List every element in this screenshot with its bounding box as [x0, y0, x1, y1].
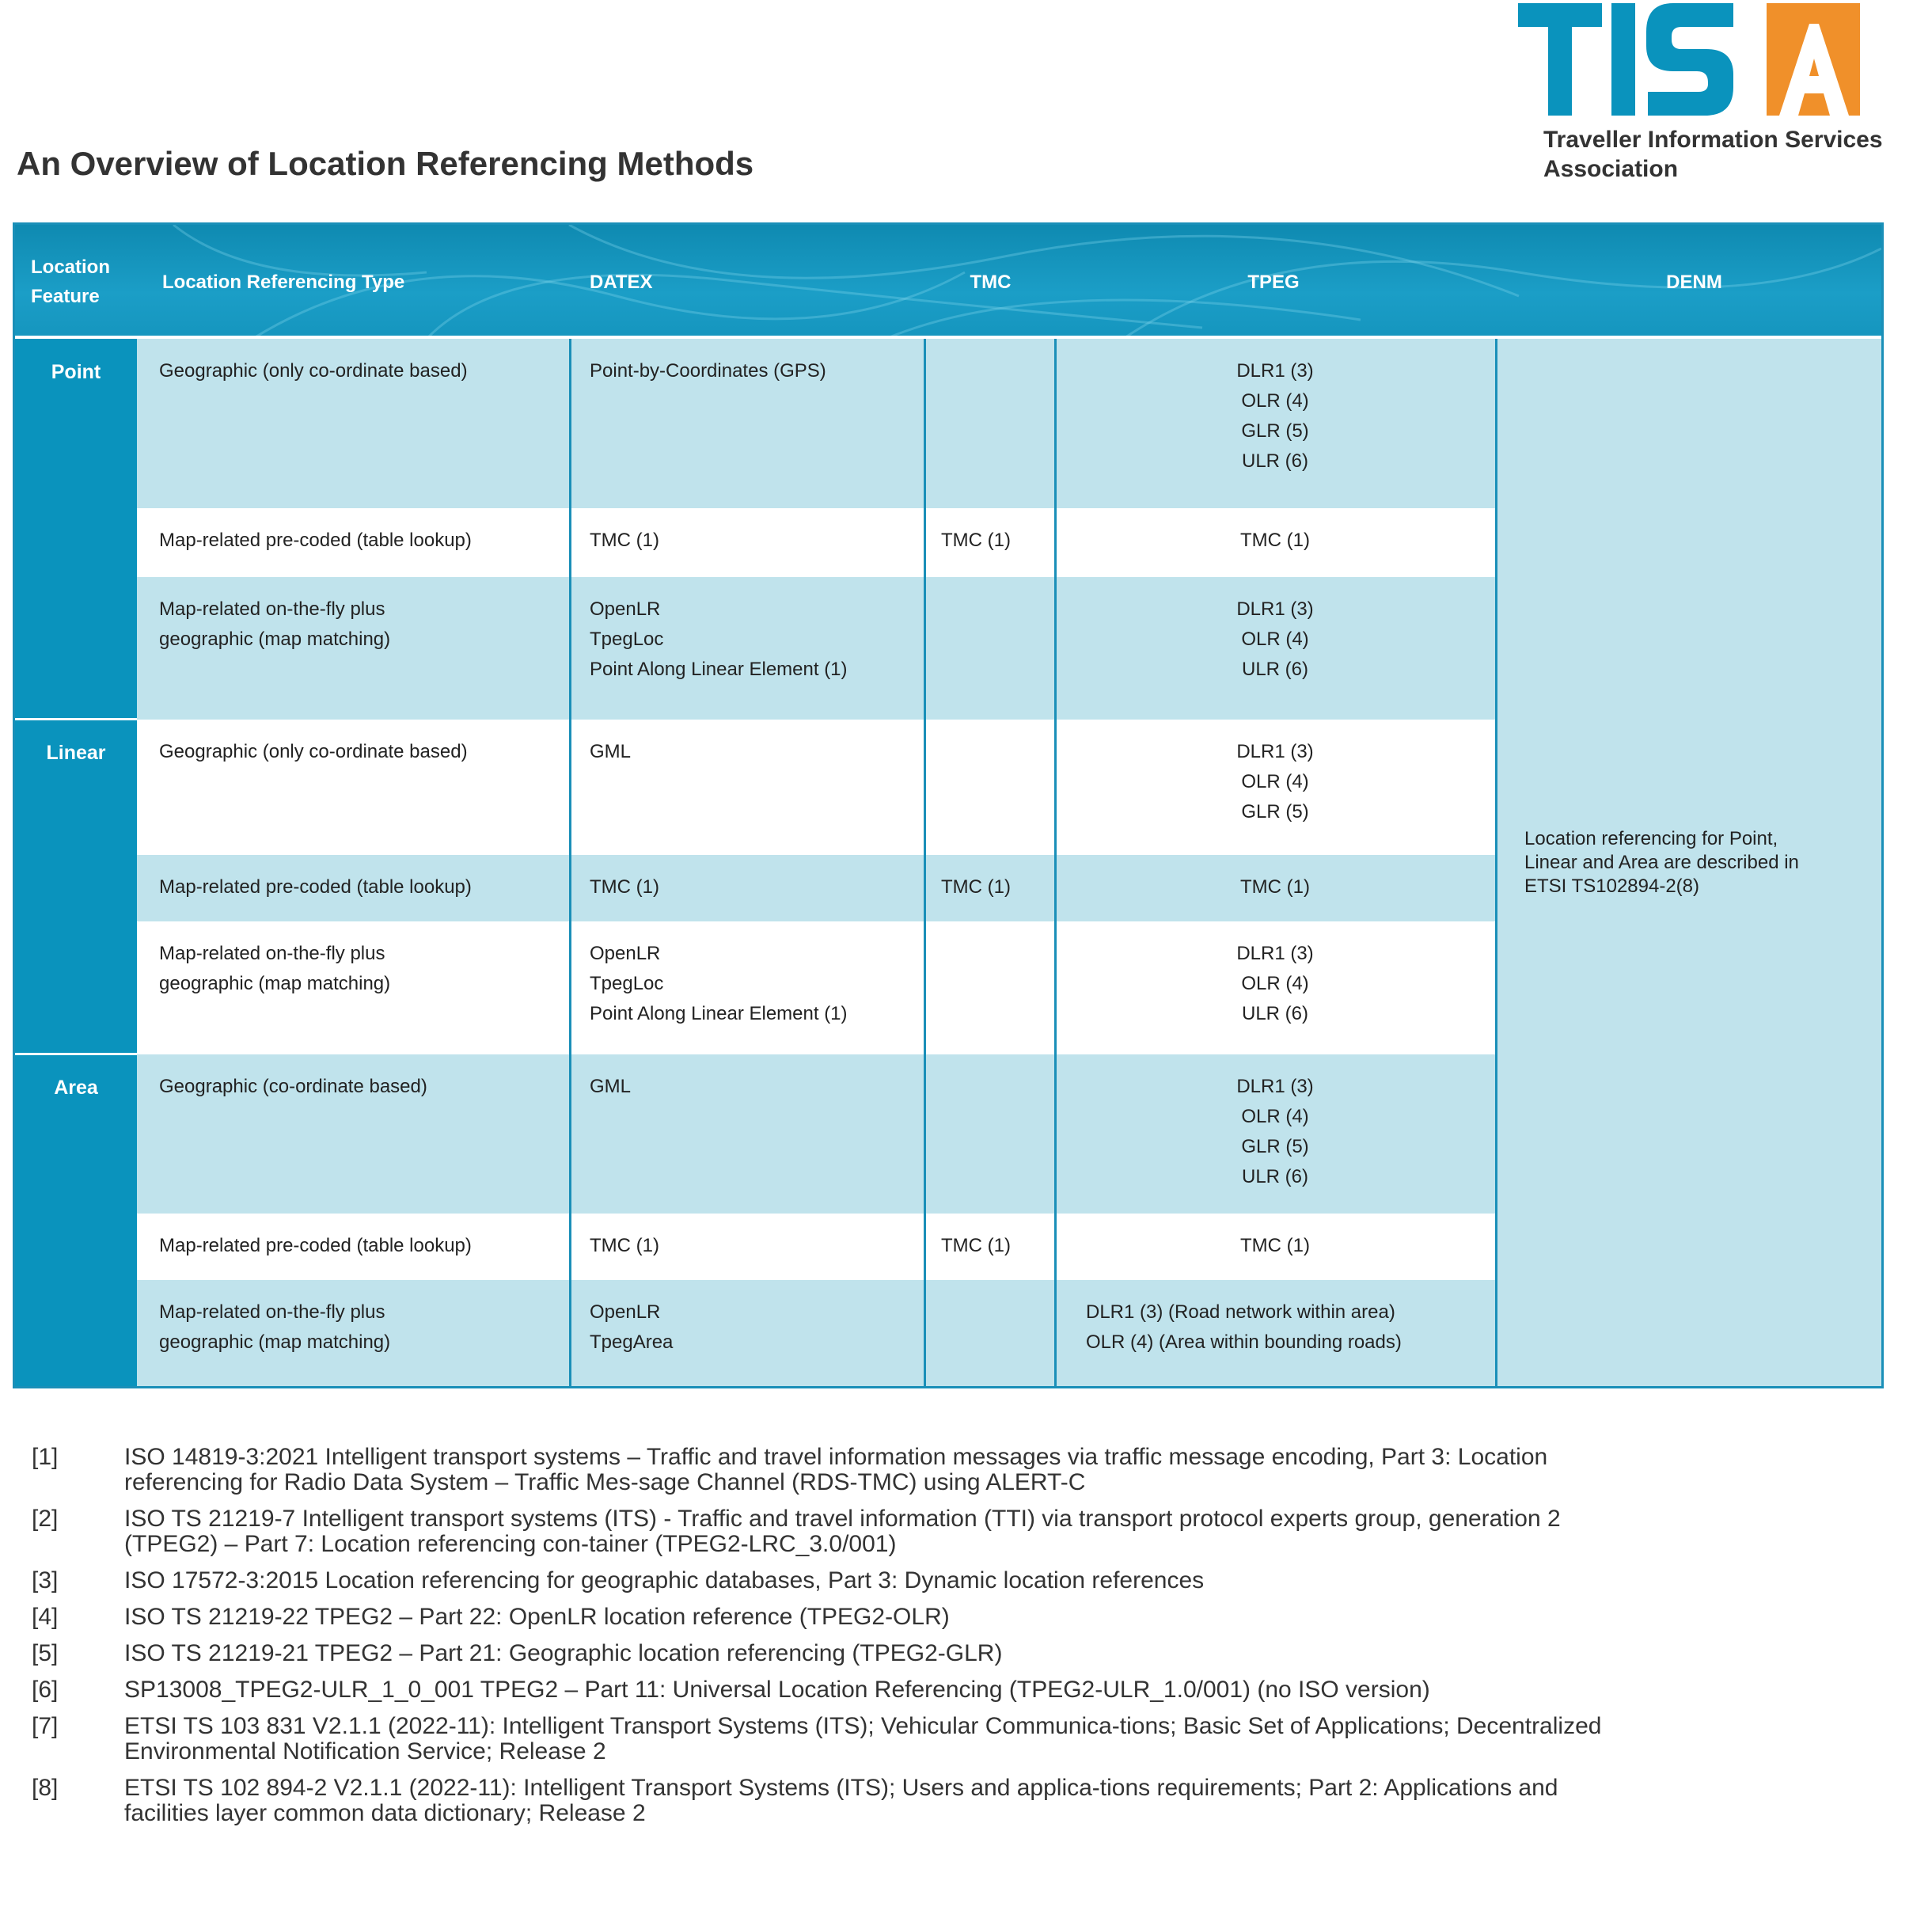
type-cell: [159, 1297, 571, 1358]
reference-text-line: ETSI TS 102 894-2 V2.1.1 (2022-11): Intelligent Transport Systems (ITS); Users and applica-tions requirements; Part 2: Applications and: [124, 1775, 1558, 1801]
tpeg-cell-line: DLR1 (3): [1236, 741, 1314, 762]
type-cell-line: geographic (map matching): [159, 1331, 391, 1353]
header-location-feature-line2: Feature: [31, 286, 100, 307]
tpeg-cell-line: DLR1 (3): [1236, 360, 1314, 382]
type-cell-line: Map-related on-the-fly plus: [159, 1301, 385, 1323]
column-divider: [1054, 339, 1057, 1386]
tpeg-cell-line: TMC (1): [1240, 530, 1310, 551]
reference-text: [124, 1445, 1755, 1495]
column-divider: [924, 339, 926, 1386]
tmc-cell: [941, 872, 1060, 902]
logo-subtitle-line2: Association: [1543, 156, 1679, 182]
reference-item: [32, 1677, 1773, 1703]
datex-cell: [590, 1297, 922, 1358]
tpeg-cell: [1058, 594, 1492, 685]
datex-cell: [590, 1072, 922, 1102]
tpeg-cell-line: OLR (4): [1241, 629, 1309, 650]
header-tpeg: TPEG: [1247, 271, 1300, 293]
tmc-cell: [941, 526, 1060, 556]
tpeg-cell: [1058, 1072, 1492, 1192]
datex-cell: [590, 939, 922, 1029]
tpeg-cell: [1058, 939, 1492, 1029]
tmc-cell-line: TMC (1): [941, 876, 1011, 898]
reference-text: [124, 1605, 1755, 1630]
type-cell: [159, 356, 571, 386]
tmc-cell-line: TMC (1): [941, 530, 1011, 551]
tpeg-cell-line: GLR (5): [1241, 801, 1309, 822]
header-datex: DATEX: [590, 271, 653, 293]
denm-line: ETSI TS102894-2(8): [1524, 875, 1700, 897]
tisa-logo-mark: [1518, 0, 1866, 119]
reference-number: [8]: [32, 1775, 59, 1801]
denm-line: Linear and Area are described in: [1524, 851, 1799, 873]
tpeg-cell: [1086, 1297, 1492, 1358]
reference-number: [6]: [32, 1677, 59, 1703]
datex-cell-line: OpenLR: [590, 1301, 661, 1323]
feature-point: Point: [15, 339, 137, 720]
header-type: Location Referencing Type: [162, 271, 405, 293]
datex-cell-line: Point-by-Coordinates (GPS): [590, 360, 826, 382]
tpeg-cell: [1058, 872, 1492, 902]
tpeg-cell-line: DLR1 (3): [1236, 943, 1314, 964]
type-cell-line: Geographic (co-ordinate based): [159, 1076, 427, 1097]
reference-text: [124, 1568, 1755, 1593]
reference-number: [4]: [32, 1604, 59, 1630]
logo-subtitle: [1543, 125, 1892, 184]
feature-area: Area: [15, 1054, 137, 1386]
datex-cell-line: TpegLoc: [590, 629, 664, 650]
tpeg-cell-line: GLR (5): [1241, 420, 1309, 442]
type-cell-line: Map-related pre-coded (table lookup): [159, 530, 472, 551]
logo-letter-i: [1611, 3, 1635, 116]
location-referencing-table: [13, 222, 1884, 1388]
reference-text-line: (TPEG2) – Part 7: Location referencing con-tainer (TPEG2-LRC_3.0/001): [124, 1531, 897, 1557]
references-list: [32, 1445, 1773, 1837]
type-cell-line: Geographic (only co-ordinate based): [159, 741, 468, 762]
reference-text-line: SP13008_TPEG2-ULR_1_0_001 TPEG2 – Part 11: Universal Location Referencing (TPEG2-ULR_1.0/001) (no ISO version): [124, 1677, 1430, 1703]
datex-cell-line: Point Along Linear Element (1): [590, 1003, 848, 1024]
tpeg-cell: [1058, 356, 1492, 477]
type-cell: [159, 526, 571, 556]
denm-description: [1507, 827, 1799, 898]
type-cell: [159, 939, 571, 999]
datex-cell-line: TMC (1): [590, 1235, 659, 1256]
tpeg-cell-line: DLR1 (3): [1236, 1076, 1314, 1097]
datex-cell: [590, 356, 922, 386]
type-cell: [159, 1072, 571, 1102]
tmc-cell-line: TMC (1): [941, 1235, 1011, 1256]
reference-item: [32, 1605, 1773, 1630]
reference-text: [124, 1776, 1755, 1826]
tisa-logo: [1518, 0, 1882, 190]
datex-cell: [590, 1231, 922, 1261]
reference-text-line: ISO TS 21219-21 TPEG2 – Part 21: Geographic location referencing (TPEG2-GLR): [124, 1640, 1003, 1666]
reference-number: [1]: [32, 1444, 59, 1470]
type-cell: [159, 1231, 571, 1261]
tpeg-cell-line: OLR (4): [1241, 771, 1309, 792]
type-cell-line: geographic (map matching): [159, 973, 391, 994]
logo-letter-s: [1646, 3, 1733, 116]
header-location-feature: [31, 225, 142, 339]
datex-cell-line: GML: [590, 1076, 632, 1097]
reference-text-line: ISO TS 21219-7 Intelligent transport systems (ITS) - Traffic and travel information (TTI) via transport protocol experts group, generation 2: [124, 1506, 1561, 1532]
datex-cell: [590, 526, 922, 556]
datex-cell-line: TMC (1): [590, 530, 659, 551]
reference-item: [32, 1445, 1773, 1495]
datex-cell-line: TpegLoc: [590, 973, 664, 994]
reference-item: [32, 1714, 1773, 1764]
reference-text-line: ISO TS 21219-22 TPEG2 – Part 22: OpenLR location reference (TPEG2-OLR): [124, 1604, 950, 1630]
logo-letter-t-stem: [1548, 3, 1572, 116]
feature-linear: Linear: [15, 720, 137, 1054]
tpeg-cell-line: GLR (5): [1241, 1136, 1309, 1157]
reference-text-line: ISO 17572-3:2015 Location referencing for geographic databases, Part 3: Dynamic location references: [124, 1567, 1205, 1593]
tpeg-cell-line: OLR (4): [1241, 973, 1309, 994]
type-cell: [159, 737, 571, 767]
tpeg-cell-line: DLR1 (3): [1236, 598, 1314, 620]
tmc-cell: [941, 1231, 1060, 1261]
type-cell-line: Map-related on-the-fly plus: [159, 943, 385, 964]
reference-text-line: referencing for Radio Data System – Traffic Mes-sage Channel (RDS-TMC) using ALERT-C: [124, 1469, 1086, 1495]
tpeg-cell-line: OLR (4): [1241, 1106, 1309, 1127]
reference-text-line: ETSI TS 103 831 V2.1.1 (2022-11): Intelligent Transport Systems (ITS); Vehicular Communica-tions; Basic Set of Applications; Decentralized: [124, 1713, 1602, 1739]
reference-text: [124, 1677, 1755, 1703]
type-cell: [159, 594, 571, 655]
tpeg-cell-line: TMC (1): [1240, 876, 1310, 898]
column-divider: [569, 339, 571, 1386]
datex-cell-line: TMC (1): [590, 876, 659, 898]
column-divider: [1495, 339, 1497, 1386]
tpeg-cell-line: ULR (6): [1241, 1003, 1308, 1024]
tpeg-cell-line: ULR (6): [1241, 659, 1308, 680]
reference-text-line: Environmental Notification Service; Release 2: [124, 1738, 606, 1764]
page-title: An Overview of Location Referencing Methods: [17, 145, 754, 182]
reference-number: [5]: [32, 1640, 59, 1666]
datex-cell: [590, 872, 922, 902]
type-cell-line: Geographic (only co-ordinate based): [159, 360, 468, 382]
header-denm: DENM: [1666, 271, 1722, 293]
tpeg-cell-line: OLR (4): [1241, 390, 1309, 412]
type-cell-line: Map-related pre-coded (table lookup): [159, 876, 472, 898]
reference-text-line: ISO 14819-3:2021 Intelligent transport systems – Traffic and travel information messages via traffic message encoding, Part 3: Location: [124, 1444, 1548, 1470]
type-cell-line: geographic (map matching): [159, 629, 391, 650]
reference-text: [124, 1641, 1755, 1666]
denm-cell: [1507, 339, 1881, 1386]
table-header: [15, 225, 1881, 339]
type-cell: [159, 872, 571, 902]
tpeg-cell-line: DLR1 (3) (Road network within area): [1086, 1301, 1395, 1323]
datex-cell-line: TpegArea: [590, 1331, 674, 1353]
tpeg-cell: [1058, 526, 1492, 556]
logo-subtitle-line1: Traveller Information Services: [1543, 127, 1883, 153]
reference-number: [2]: [32, 1506, 59, 1532]
datex-cell: [590, 737, 922, 767]
header-tmc: TMC: [970, 271, 1012, 293]
header-location-feature-line1: Location: [31, 256, 110, 278]
datex-cell-line: OpenLR: [590, 943, 661, 964]
datex-cell: [590, 594, 922, 685]
tpeg-cell-line: ULR (6): [1241, 450, 1308, 472]
datex-cell-line: Point Along Linear Element (1): [590, 659, 848, 680]
datex-cell-line: GML: [590, 741, 632, 762]
reference-text: [124, 1506, 1755, 1557]
type-cell-line: Map-related pre-coded (table lookup): [159, 1235, 472, 1256]
reference-number: [7]: [32, 1713, 59, 1739]
reference-text-line: facilities layer common data dictionary; Release 2: [124, 1800, 646, 1826]
reference-number: [3]: [32, 1567, 59, 1593]
datex-cell-line: OpenLR: [590, 598, 661, 620]
reference-item: [32, 1568, 1773, 1593]
tpeg-cell-line: TMC (1): [1240, 1235, 1310, 1256]
reference-text: [124, 1714, 1755, 1764]
tpeg-cell: [1058, 1231, 1492, 1261]
tpeg-cell-line: ULR (6): [1241, 1166, 1308, 1187]
reference-item: [32, 1776, 1773, 1826]
tpeg-cell: [1058, 737, 1492, 827]
reference-item: [32, 1641, 1773, 1666]
reference-item: [32, 1506, 1773, 1557]
denm-line: Location referencing for Point,: [1524, 827, 1778, 849]
tpeg-cell-line: OLR (4) (Area within bounding roads): [1086, 1331, 1402, 1353]
type-cell-line: Map-related on-the-fly plus: [159, 598, 385, 620]
